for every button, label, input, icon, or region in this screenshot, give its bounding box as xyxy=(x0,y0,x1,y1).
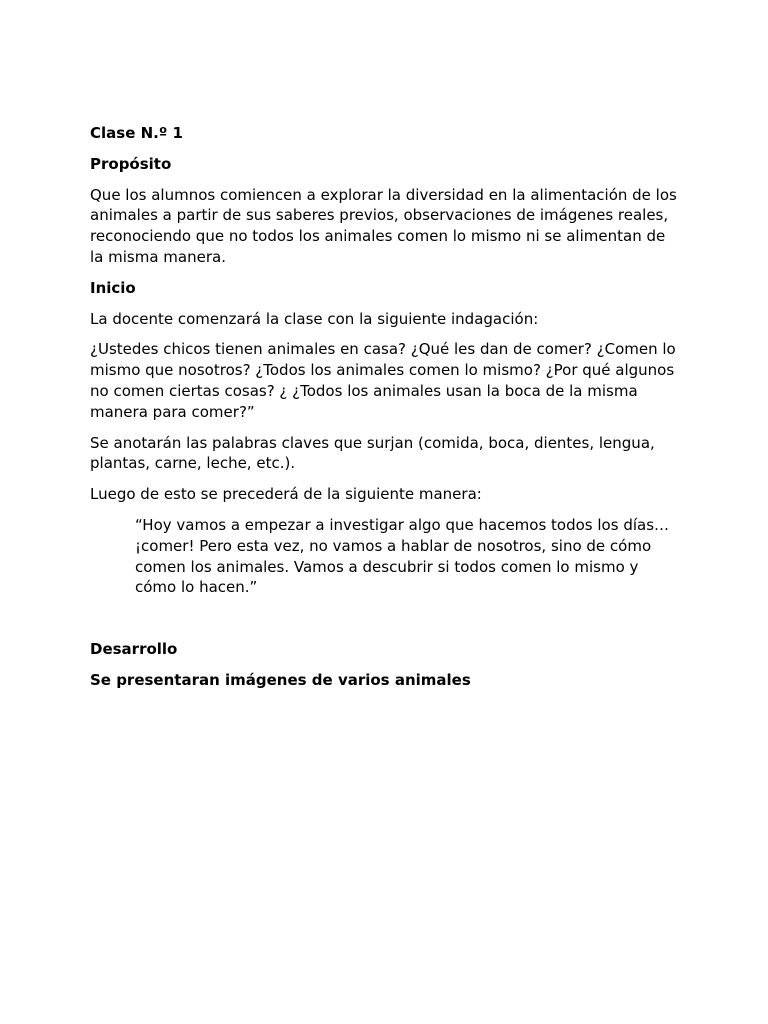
teacher-quote: “Hoy vamos a empezar a investigar algo que hacemos todos los días… ¡comer! Pero esta vez, no vamos a hablar de nosotros, sino de cómo comen los animales. Vamos a descubrir si todos comen lo mismo y cómo lo hacen.” xyxy=(135,515,670,597)
document-page xyxy=(90,123,680,701)
start-heading: Inicio xyxy=(90,278,136,297)
development-heading: Desarrollo xyxy=(90,640,178,659)
procedure-intro: Luego de esto se precederá de la siguiente manera: xyxy=(90,485,482,504)
class-title: Clase N.º 1 xyxy=(90,124,183,142)
keywords-note: Se anotarán las palabras claves que surjan (comida, boca, dientes, lengua, plantas, carne, leche, etc.). xyxy=(90,433,655,473)
purpose-text: Que los alumnos comiencen a explorar la diversidad en la alimentación de los animales a partir de sus saberes previos, observaciones de imágenes reales, reconociendo que no todos los animales comen lo mismo ni se alimentan de la misma manera. xyxy=(90,185,677,266)
purpose-heading: Propósito xyxy=(90,154,172,173)
blank-line xyxy=(90,608,680,639)
start-intro: La docente comenzará la clase con la siguiente indagación: xyxy=(90,309,539,328)
start-questions: ¿Ustedes chicos tienen animales en casa? ¿Qué les dan de comer? ¿Comen lo mismo que nosotros? ¿Todos los animales comen lo mismo? ¿Por qué algunos no comen ciertas cosas? ¿ ¿Todos los animales usan la boca de la misma manera para comer?” xyxy=(90,340,676,421)
development-subheading: Se presentaran imágenes de varios animales xyxy=(90,670,471,689)
